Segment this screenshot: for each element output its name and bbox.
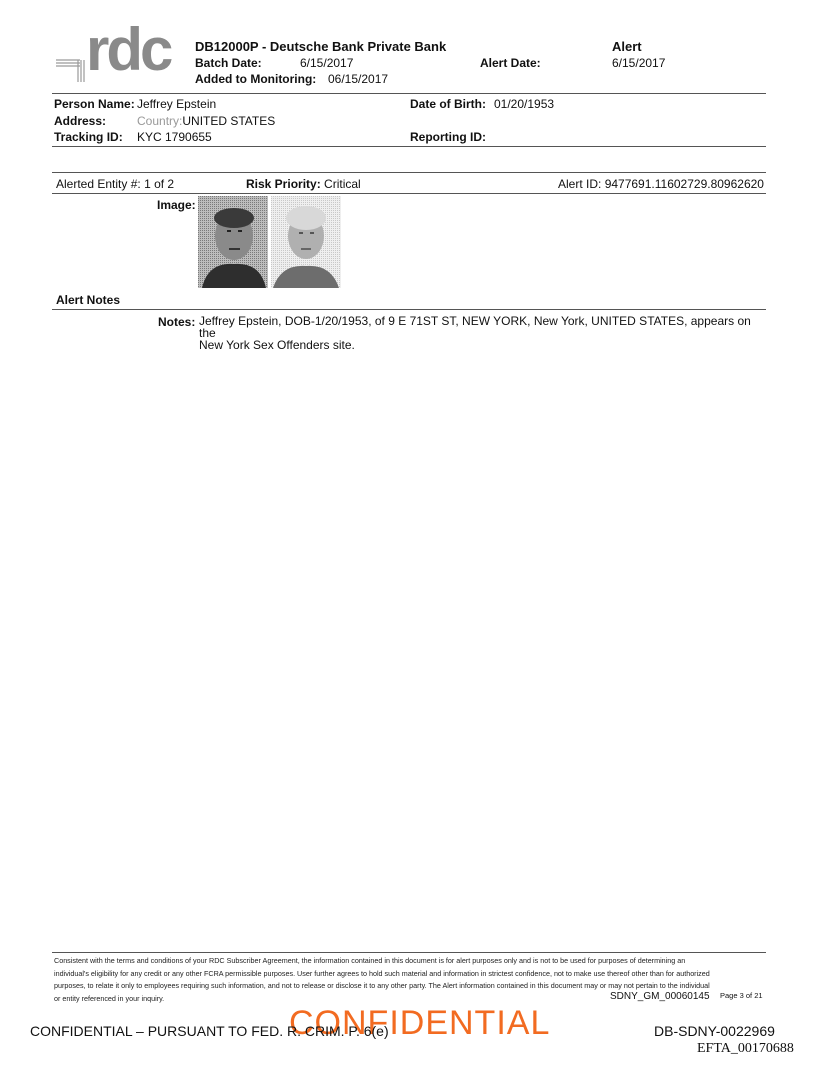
page-number: Page 3 of 21: [720, 991, 763, 1000]
person-photo-2: [271, 196, 341, 288]
dob-label: Date of Birth:: [410, 97, 486, 111]
confidential-notice: CONFIDENTIAL – PURSUANT TO FED. R. CRIM. P. 6(e): [30, 1023, 389, 1039]
disclaimer-line-2: individual's eligibility for any credit or any other FCRA permissible purposes. User further agrees to hold such material and information in strictest confidence, not to make use thereof other than for authorized: [54, 968, 710, 978]
risk-priority-label: Risk Priority:: [246, 177, 321, 191]
person-name-label: Person Name:: [54, 97, 135, 111]
disclaimer-line-1: Consistent with the terms and conditions of your RDC Subscriber Agreement, the information contained in this document is for alert purposes only and is not to be used for purposes of determining an: [54, 956, 686, 965]
alert-row-divider: [52, 193, 766, 194]
logo-text: rdc: [86, 16, 171, 83]
alert-id: [558, 177, 764, 191]
document-title: DB12000P - Deutsche Bank Private Bank: [195, 39, 447, 54]
alert-id-label: Alert ID:: [558, 177, 602, 191]
alert-top-divider: [52, 172, 766, 173]
notes-line-1: Jeffrey Epstein, DOB-1/20/1953, of 9 E 71ST ST, NEW YORK, New York, UNITED STATES, appears on the: [199, 314, 751, 340]
dob-value: 01/20/1953: [494, 97, 555, 111]
alerted-entity-label: Alerted Entity #:: [56, 177, 141, 191]
bates-small: SDNY_GM_00060145: [610, 991, 710, 1002]
notes-divider: [52, 309, 766, 310]
alerted-entity-value: 1 of 2: [144, 177, 175, 191]
alert-heading: Alert: [612, 39, 642, 54]
image-label: Image:: [157, 198, 196, 212]
person-divider: [52, 146, 766, 147]
notes-line-2: New York Sex Offenders site.: [199, 338, 355, 352]
person-name-value: Jeffrey Epstein: [137, 97, 217, 111]
address-country: UNITED STATES: [182, 114, 276, 128]
header-divider: [52, 93, 766, 94]
address-label: Address:: [54, 114, 107, 128]
added-monitoring-label: Added to Monitoring:: [195, 72, 317, 86]
tracking-id-label: Tracking ID:: [54, 130, 123, 144]
alert-id-value: 9477691.11602729.80962620: [604, 177, 764, 191]
added-monitoring-value: 06/15/2017: [328, 72, 389, 86]
notes-label: Notes:: [158, 315, 196, 329]
footer-divider: [52, 952, 766, 953]
person-photo-1: [198, 196, 268, 288]
bates-right: DB-SDNY-0022969: [654, 1023, 775, 1039]
address-value: [137, 114, 275, 128]
disclaimer-line-4: or entity referenced in your inquiry.: [54, 993, 165, 1003]
address-prefix: Country:: [137, 114, 183, 128]
logo-lines-icon: [54, 54, 90, 84]
alert-date-label: Alert Date:: [480, 56, 541, 70]
alert-notes-heading: Alert Notes: [56, 293, 121, 307]
disclaimer-line-3: purposes, to relate it only to employees requiring such information, and not to release or disclose it to any other party. The Alert information contained in this document may or may not pertain to the individual: [54, 981, 710, 990]
risk-priority: [246, 177, 361, 191]
reporting-id-label: Reporting ID:: [410, 130, 486, 144]
batch-date-value: 6/15/2017: [300, 56, 354, 70]
efta-number: EFTA_00170688: [697, 1041, 794, 1056]
notes-text: [199, 315, 764, 351]
alert-date-value: 6/15/2017: [612, 56, 666, 70]
alerted-entity: [56, 177, 174, 191]
risk-priority-value: Critical: [324, 177, 361, 191]
rdc-logo: [54, 16, 184, 84]
batch-date-label: Batch Date:: [195, 56, 262, 70]
tracking-id-value: KYC 1790655: [137, 130, 212, 144]
confidential-stamp: CONFIDENTIAL: [289, 1004, 551, 1042]
